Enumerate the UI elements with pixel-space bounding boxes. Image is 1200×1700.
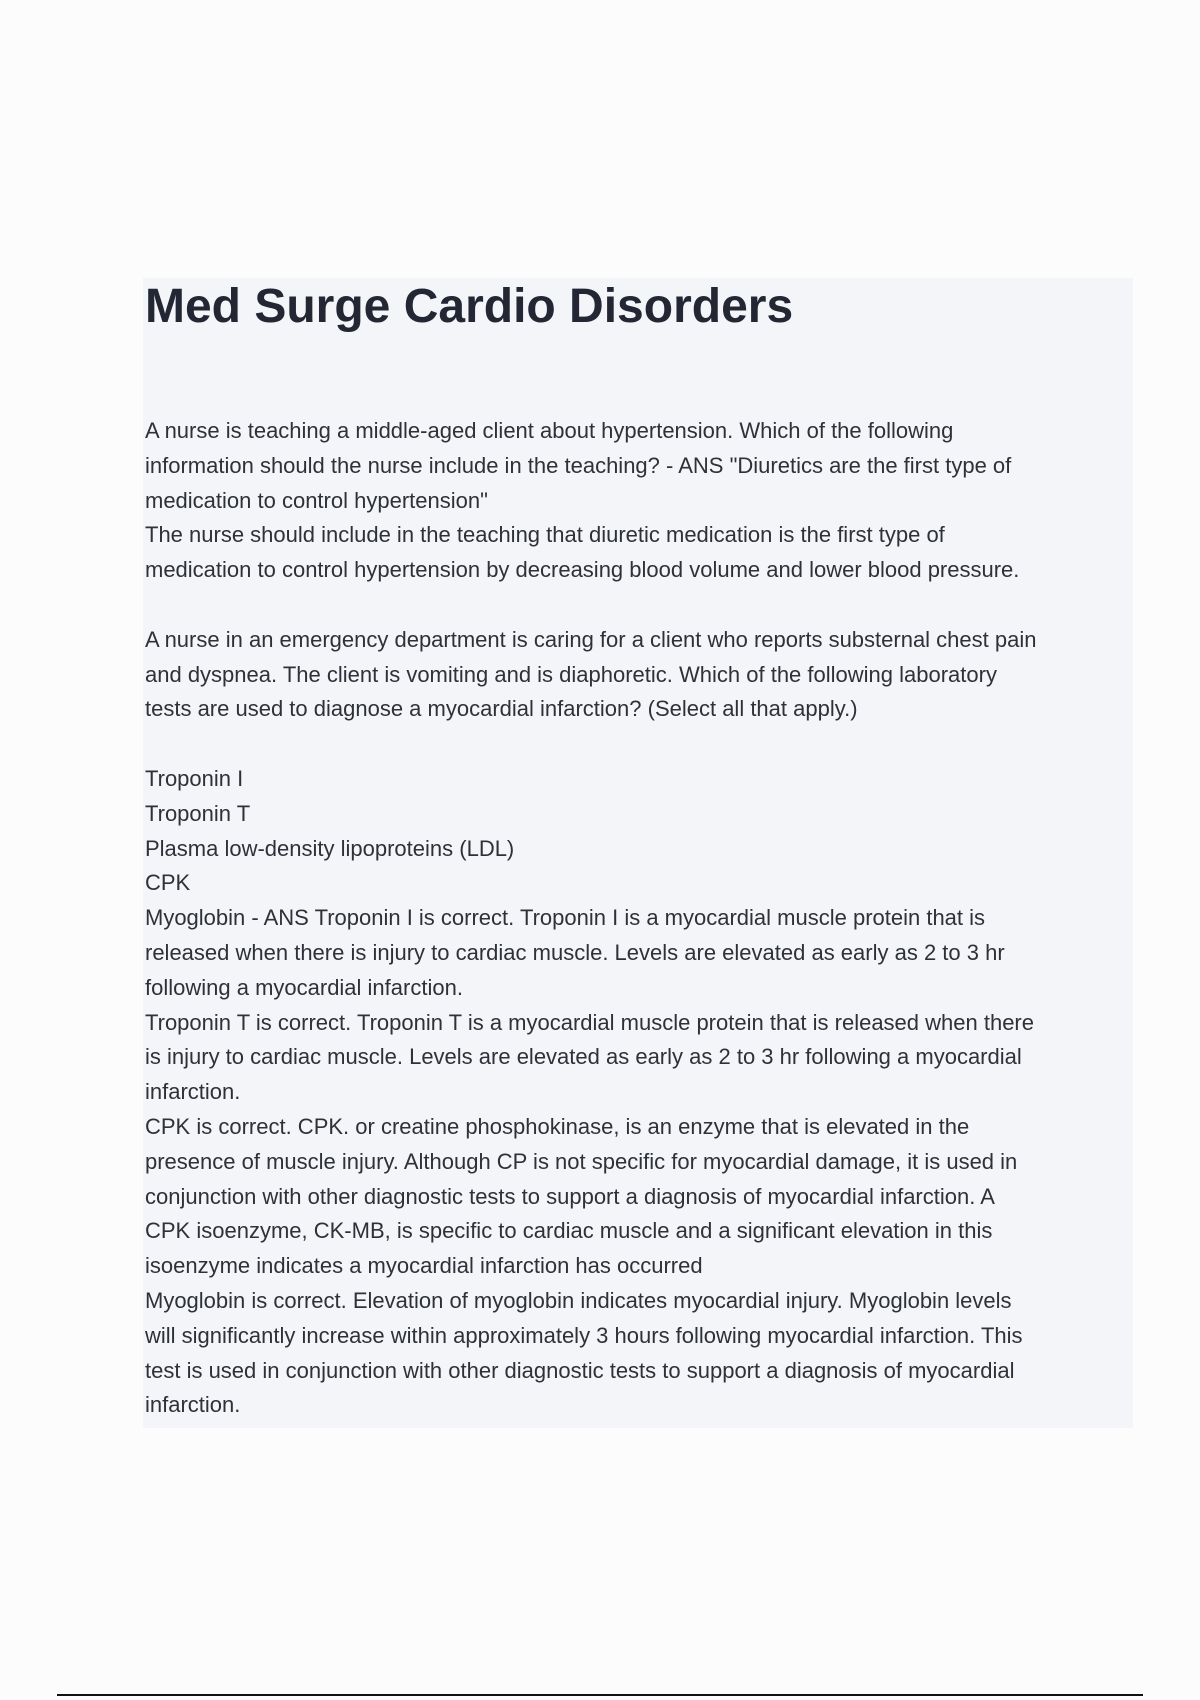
text-line: medication to control hypertension" bbox=[145, 487, 488, 513]
paragraph-gap bbox=[145, 588, 1135, 623]
document-title: Med Surge Cardio Disorders bbox=[145, 280, 794, 333]
text-line: presence of muscle injury. Although CP is not specific for myocardial damage, it is used in bbox=[145, 1148, 1018, 1174]
text-line: will significantly increase within approximately 3 hours following myocardial infarction. This bbox=[145, 1322, 1023, 1348]
paragraph-gap bbox=[145, 727, 1135, 762]
text-line: The nurse should include in the teaching that diuretic medication is the first type of bbox=[145, 522, 945, 548]
text-line: is injury to cardiac muscle. Levels are elevated as early as 2 to 3 hr following a myocardial bbox=[145, 1044, 1022, 1070]
text-line: A nurse in an emergency department is caring for a client who reports substernal chest pain bbox=[145, 626, 1037, 652]
text-line: Myoglobin - ANS Troponin I is correct. Troponin I is a myocardial muscle protein that is bbox=[145, 905, 986, 931]
text-line: test is used in conjunction with other diagnostic tests to support a diagnosis of myocardial bbox=[145, 1357, 1015, 1383]
text-line: CPK is correct. CPK. or creatine phosphokinase, is an enzyme that is elevated in the bbox=[145, 1113, 970, 1139]
text-line: following a myocardial infarction. bbox=[145, 974, 463, 1000]
text-line: conjunction with other diagnostic tests to support a diagnosis of myocardial infarction. A bbox=[145, 1183, 995, 1209]
text-line: infarction. bbox=[145, 1392, 241, 1418]
text-line: Troponin T bbox=[145, 800, 251, 826]
text-line: and dyspnea. The client is vomiting and is diaphoretic. Which of the following laboratory bbox=[145, 661, 997, 687]
footer-divider bbox=[57, 1694, 1143, 1696]
text-line: isoenzyme indicates a myocardial infarction has occurred bbox=[145, 1253, 703, 1279]
text-line: tests are used to diagnose a myocardial infarction? (Select all that apply.) bbox=[145, 696, 858, 722]
text-line: A nurse is teaching a middle-aged client about hypertension. Which of the following bbox=[145, 418, 954, 443]
text-line: Myoglobin is correct. Elevation of myoglobin indicates myocardial injury. Myoglobin levels bbox=[145, 1287, 1012, 1313]
text-line: released when there is injury to cardiac muscle. Levels are elevated as early as 2 to 3 hr bbox=[145, 939, 1005, 965]
text-line: medication to control hypertension by decreasing blood volume and lower blood pressure. bbox=[145, 557, 1020, 583]
text-line: CPK bbox=[145, 870, 191, 896]
text-line: infarction. bbox=[145, 1079, 241, 1105]
text-line: Troponin T is correct. Troponin T is a myocardial muscle protein that is released when there bbox=[145, 1009, 1034, 1035]
text-line: information should the nurse include in the teaching? - ANS "Diuretics are the first type of bbox=[145, 452, 1012, 478]
text-line: Plasma low-density lipoproteins (LDL) bbox=[145, 835, 515, 861]
text-line: CPK isoenzyme, CK-MB, is specific to cardiac muscle and a significant elevation in this bbox=[145, 1218, 993, 1244]
text-line: Troponin I bbox=[145, 765, 244, 791]
document-body bbox=[145, 414, 1135, 1423]
